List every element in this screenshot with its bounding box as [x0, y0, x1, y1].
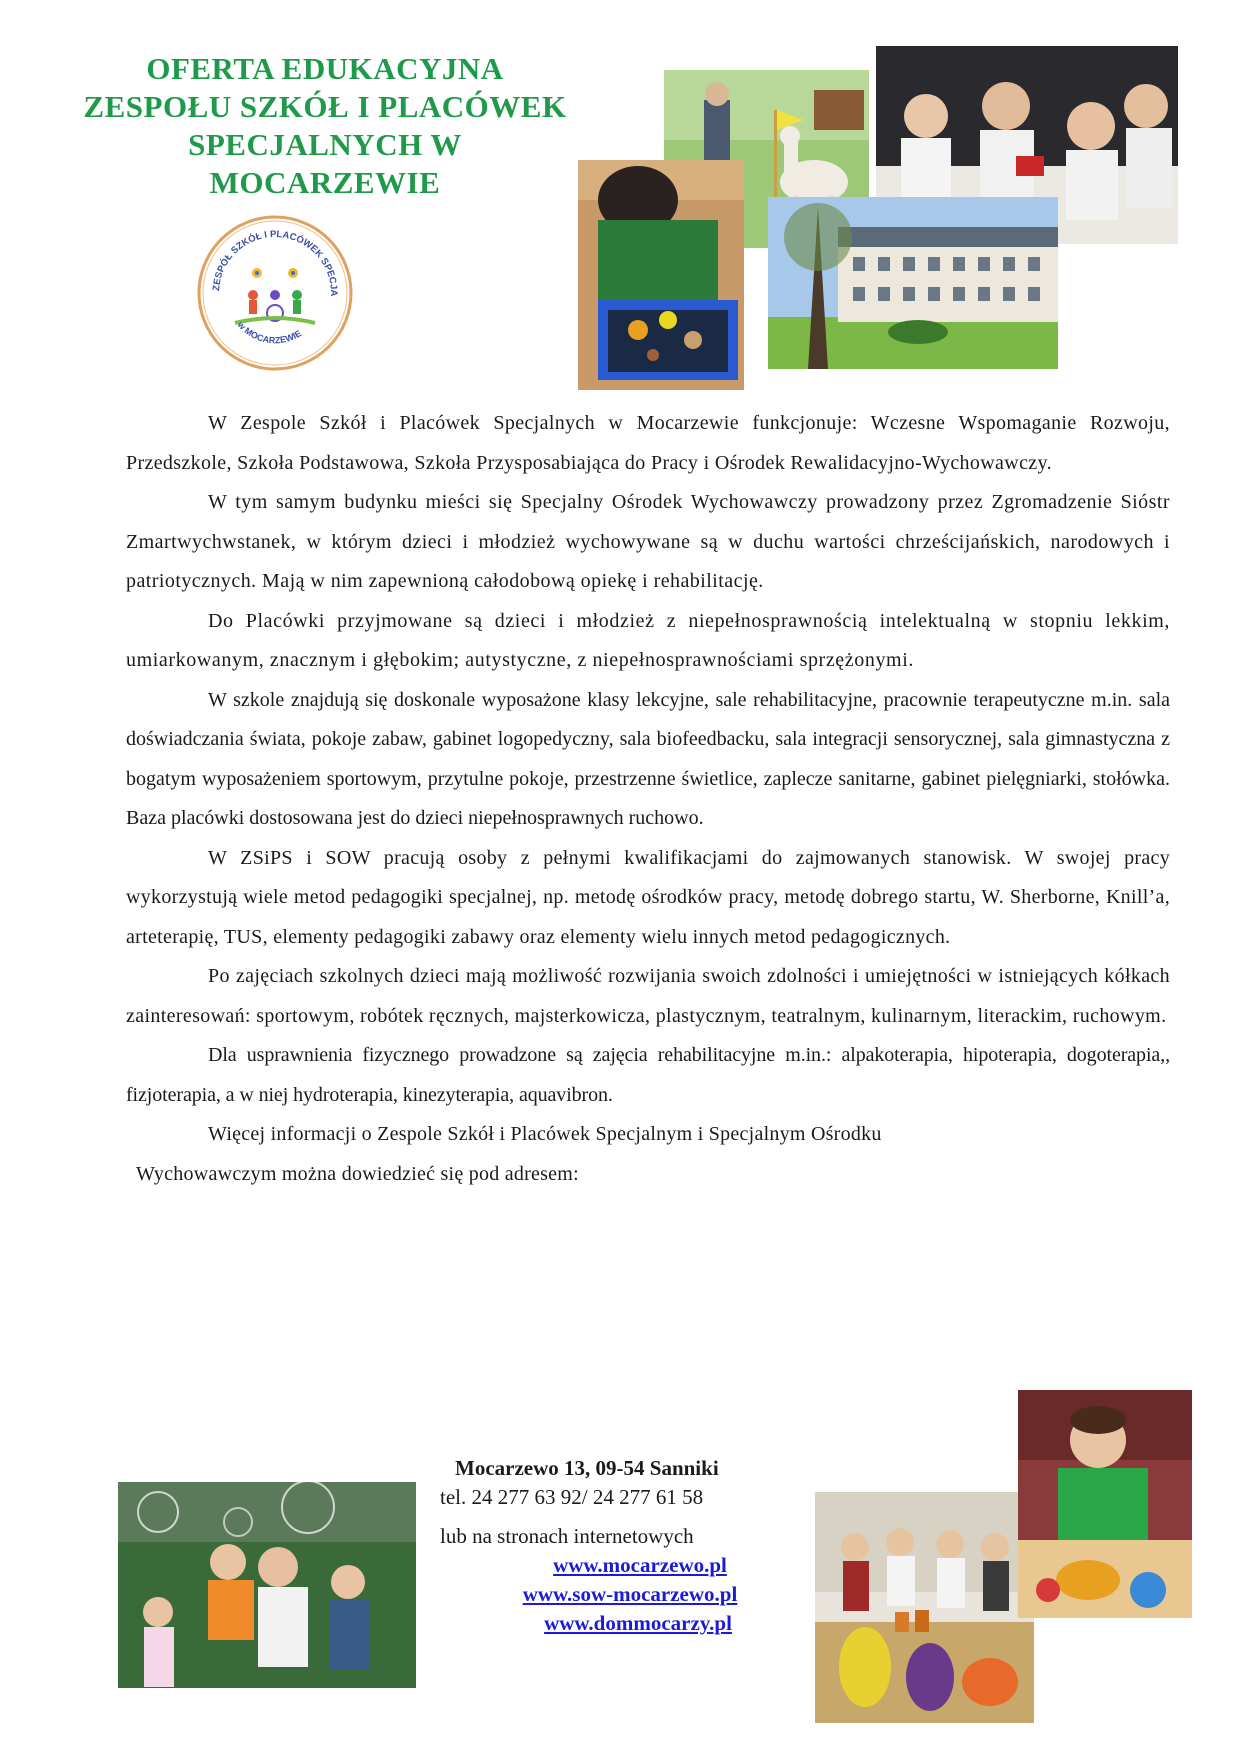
paragraph: W tym samym budynku mieści się Specjalny Ośrodek Wychowawczy prowadzony przez Zgromadzenie Sióstr Zmartwychwstanek, w którym dzieci i młodzież wychowywane są w duchu wartości chrześcijańskich, narodowych i patriotycznych. Mają w nim zapewnioną całodobową opiekę i rehabilitację.	[126, 491, 1170, 592]
paragraph: W ZSiPS i SOW pracują osoby z pełnymi kwalifikacjami do zajmowanych stanowisk. W swojej pracy wykorzystują wiele metod pedagogiki specjalnej, np. metodę ośrodków pracy, metodę dobrego startu, W. Sherborne, Knill’a, arteterapię, TUS, elementy pedagogiki zabawy oraz elementy wielu innych metod pedagogicznych.	[126, 846, 1170, 948]
logo-bottom-text: w MOCARZEWIE	[235, 319, 304, 346]
links	[440, 1551, 820, 1638]
body-text	[126, 404, 1170, 1194]
paragraph: Dla usprawnienia fizycznego prowadzone są zajęcia rehabilitacyjne m.in.: alpakoterapia, hipoterapia, dogoterapia,, fizjoterapia, a w niej hydroterapia, kinezyterapia, aquavibron.	[126, 1044, 1170, 1106]
link-dommocarzy[interactable]: www.dommocarzy.pl	[544, 1611, 732, 1635]
link-mocarzewo[interactable]: www.mocarzewo.pl	[553, 1553, 727, 1577]
school-building-photo	[768, 197, 1058, 369]
bubbles-play-photo	[118, 1482, 416, 1688]
paragraph	[126, 1115, 1170, 1194]
link-sow-mocarzewo[interactable]: www.sow-mocarzewo.pl	[522, 1582, 738, 1606]
contact-block	[440, 1454, 820, 1638]
paragraph: Po zajęciach szkolnych dzieci mają możliwość rozwijania swoich zdolności i umiejętności w istniejących kółkach zainteresowań: sportowym, robótek ręcznych, majsterkowicza, plastycznym, teatralnym, kulinarnym, literackim, ruchowym.	[126, 965, 1170, 1027]
address: Mocarzewo 13, 09-54 Sanniki	[455, 1456, 719, 1480]
paragraph-tail: Wychowawczym można dowiedzieć się pod adresem:	[136, 1162, 579, 1185]
title-line: MOCARZEWIE	[209, 165, 441, 200]
paragraph: W szkole znajdują się doskonale wyposażone klasy lekcyjne, sale rehabilitacyjne, pracownie terapeutyczne m.in. sala doświadczania świata, pokoje zabaw, gabinet logopedyczny, sala biofeedbacku, sala integracji sensorycznej, sala gimnastyczna z bogatym wyposażeniem sportowym, przytulne pokoje, przestrzenne świetlice, zaplecze sanitarne, gabinet pielęgniarki, stołówka. Baza placówki dostosowana jest do dzieci niepełnosprawnych ruchowo.	[126, 688, 1170, 829]
paragraph: Do Placówki przyjmowane są dzieci i młodzież z niepełnosprawnością intelektualną w stopniu lekkim, umiarkowanym, znacznym i głębokim; autystyczne, z niepełnosprawnościami sprzężonymi.	[126, 609, 1170, 671]
page-title	[30, 50, 620, 202]
school-logo	[195, 213, 355, 373]
logo-arc-text: ZESPÓŁ SZKÓŁ I PLACÓWEK SPECJA	[210, 228, 340, 297]
title-line: ZESPOŁU SZKÓŁ I PLACÓWEK	[83, 89, 567, 124]
title-line: SPECJALNYCH W	[188, 127, 462, 162]
boy-sensory-play-photo	[578, 160, 744, 390]
title-line: OFERTA EDUKACYJNA	[146, 51, 504, 86]
online-label: lub na stronach internetowych	[440, 1524, 694, 1548]
phone: tel. 24 277 63 92/ 24 277 61 58	[440, 1485, 704, 1509]
child-painting-photo	[1018, 1390, 1192, 1618]
paragraph: W Zespole Szkół i Placówek Specjalnych w Mocarzewie funkcjonuje: Wczesne Wspomaganie Rozwoju, Przedszkole, Szkoła Podstawowa, Szkoła Przysposabiająca do Pracy i Ośrodek Rewalidacyjno-Wychowawczy.	[126, 412, 1170, 474]
paragraph-text: Więcej informacji o Zespole Szkół i Placówek Specjalnym i Specjalnym Ośrodku	[208, 1123, 882, 1145]
children-harvest-table-photo	[815, 1492, 1034, 1723]
